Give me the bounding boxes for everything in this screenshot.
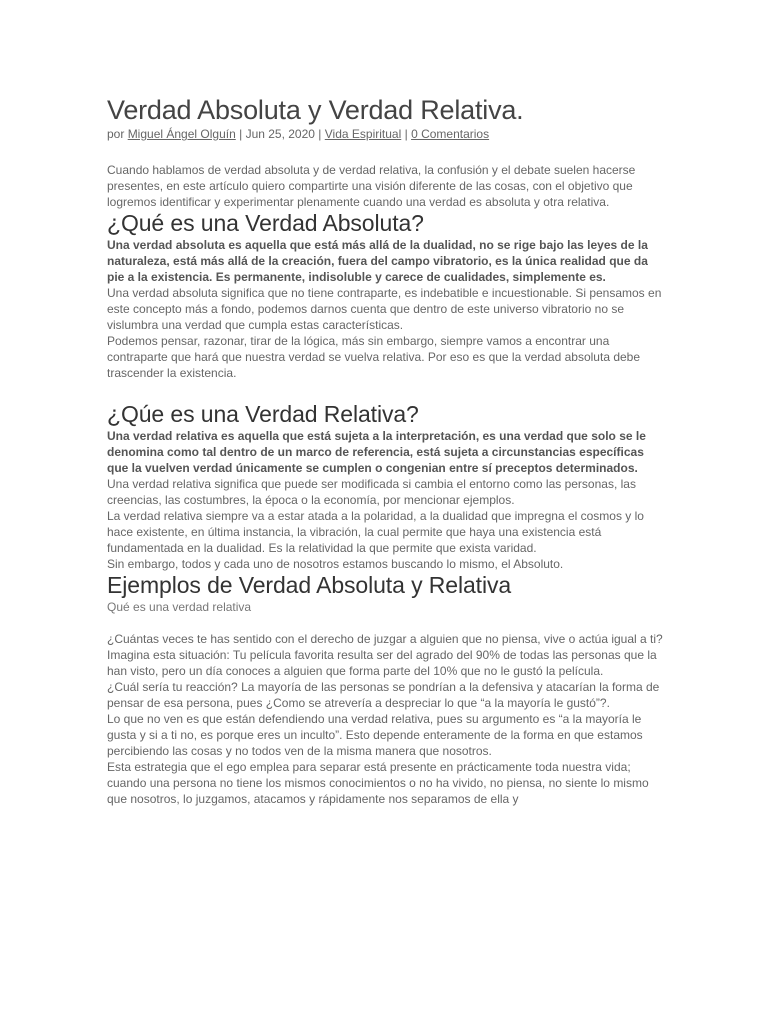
paragraph: Una verdad absoluta significa que no tiene contraparte, es indebatible e incuestionable. Si pensamos en este concepto más a fondo, podemos darnos cuenta que dentro de este universo vibratorio no se vislumbra una verdad que cumpla estas características. — [107, 286, 662, 332]
section-lead: Una verdad absoluta es aquella que está más allá de la dualidad, no se rige bajo las leyes de la naturaleza, está más allá de la creación, fuera del campo vibratorio, es la única realidad que da pie a la existencia. Es permanente, indisoluble y carece de cualidades, simplemente es. — [107, 238, 648, 284]
article-meta — [107, 126, 663, 142]
section-heading-examples: Ejemplos de Verdad Absoluta y Relativa — [107, 572, 512, 598]
article — [107, 94, 663, 807]
paragraph: Imagina esta situación: Tu película favorita resulta ser del agrado del 90% de todas las personas que la han visto, pero un día conoces a alguien que forma parte del 10% que no le gustó la película. — [107, 648, 657, 678]
paragraph: La verdad relativa siempre va a estar atada a la polaridad, a la dualidad que impregna el cosmos y lo hace existente, en última instancia, la vibración, la cual permite que haya una existencia está fundamentada en la dualidad. Es la relatividad la que permite que exista varidad. — [107, 509, 644, 555]
paragraph: ¿Cuántas veces te has sentido con el derecho de juzgar a alguien que no piensa, vive o actúa igual a ti? — [107, 632, 663, 646]
intro-paragraph: Cuando hablamos de verdad absoluta y de verdad relativa, la confusión y el debate suelen hacerse presentes, en este artículo quiero compartirte una visión diferente de las cosas, con el objetivo que logremos identificar y experimentar plenamente cuando una verdad es absoluta y otra relativa. — [107, 163, 636, 209]
article-title: Verdad Absoluta y Verdad Relativa. — [107, 95, 524, 125]
section-lead: Una verdad relativa es aquella que está sujeta a la interpretación, es una verdad que solo se le denomina como tal dentro de un marco de referencia, está sujeta a circunstancias específicas que la vuelven verdad únicamente se cumplen o congenian entre sí preceptos determinados. — [107, 429, 646, 475]
author-link[interactable]: Miguel Ángel Olguín — [127, 127, 236, 141]
section-subtitle: Qué es una verdad relativa — [107, 600, 252, 614]
paragraph: Sin embargo, todos y cada uno de nosotros estamos buscando lo mismo, el Absoluto. — [107, 557, 564, 571]
section-heading-relative: ¿Qúe es una Verdad Relativa? — [107, 401, 419, 427]
meta-separator: | — [235, 127, 246, 141]
paragraph: Lo que no ven es que están defendiendo una verdad relativa, pues su argumento es “a la mayoría le gusta y si a ti no, es porque eres un inculto”. Esto depende enteramente de la forma en que estamos percibiendo las cosas y no todos ven de la misma manera que nosotros. — [107, 712, 643, 758]
meta-separator: | — [314, 127, 325, 141]
paragraph: ¿Cuál sería tu reacción? La mayoría de las personas se pondrían a la defensiva y atacarían la forma de pensar de esa persona, pues ¿Como se atrevería a despreciar lo que “a la mayoría le gustó”?. — [107, 680, 660, 710]
comments-link[interactable]: 0 Comentarios — [411, 127, 490, 141]
category-link[interactable]: Vida Espiritual — [324, 127, 402, 141]
spacer — [107, 615, 663, 631]
meta-separator: | — [401, 127, 412, 141]
spacer — [107, 381, 663, 401]
meta-by: por — [107, 127, 125, 141]
section-heading-absolute: ¿Qué es una Verdad Absoluta? — [107, 210, 424, 236]
paragraph: Una verdad relativa significa que puede ser modificada si cambia el entorno como las personas, las creencias, las costumbres, la época o la economía, por mencionar ejemplos. — [107, 477, 636, 507]
paragraph: Esta estrategia que el ego emplea para separar está presente en prácticamente toda nuestra vida; cuando una persona no tiene los mismos conocimientos o no ha vivido, no piensa, no siente lo mismo que nosotros, lo juzgamos, atacamos y rápidamente nos separamos de ella y — [107, 760, 649, 806]
paragraph: Podemos pensar, razonar, tirar de la lógica, más sin embargo, siempre vamos a encontrar una contraparte que hará que nuestra verdad se vuelva relativa. Por eso es que la verdad absoluta debe trascender la existencia. — [107, 334, 641, 380]
meta-date: Jun 25, 2020 — [245, 127, 315, 141]
